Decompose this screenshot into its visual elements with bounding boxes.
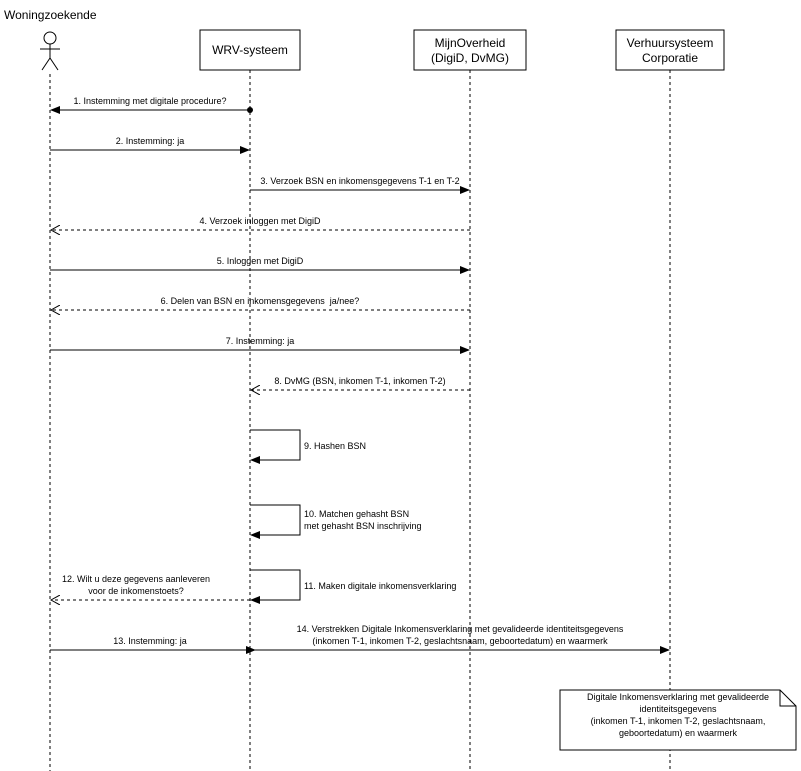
stick-figure-icon bbox=[40, 32, 60, 70]
message-label: 11. Maken digitale inkomensverklaring bbox=[304, 581, 457, 591]
actor-label: Woningzoekende bbox=[4, 8, 97, 22]
note-line-3: (inkomen T-1, inkomen T-2, geslachtsnaam, bbox=[590, 716, 766, 726]
message-label-line-2: (inkomen T-1, inkomen T-2, geslachtsnaam, geboortedatum) en waarmerk bbox=[312, 636, 608, 646]
message-8 bbox=[251, 376, 470, 390]
self-message-arrow bbox=[250, 430, 300, 460]
self-message-arrow bbox=[250, 570, 300, 600]
note-line-1: Digitale Inkomensverklaring met gevalideerde bbox=[586, 692, 770, 702]
message-start-dot bbox=[247, 107, 253, 113]
message-6 bbox=[51, 296, 470, 310]
participant-label-line-2: (DigiD, DvMG) bbox=[431, 51, 509, 65]
participant-label: WRV-systeem bbox=[212, 43, 288, 57]
message-14 bbox=[250, 624, 669, 650]
self-message-arrow bbox=[250, 505, 300, 535]
message-11 bbox=[250, 570, 456, 600]
message-4 bbox=[51, 216, 470, 230]
message-7 bbox=[50, 336, 469, 350]
message-10 bbox=[250, 505, 422, 535]
message-label-line-1: 14. Verstrekken Digitale Inkomensverklaring met gevalideerde identiteitsgegevens bbox=[296, 624, 624, 634]
message-label: 7. Instemming: ja bbox=[225, 336, 295, 346]
message-1 bbox=[51, 96, 253, 113]
message-label: 3. Verzoek BSN en inkomensgegevens T-1 en T-2 bbox=[260, 176, 460, 186]
note-line-2: identiteitsgegevens bbox=[639, 704, 717, 714]
message-label-line-1: 10. Matchen gehasht BSN bbox=[304, 509, 410, 519]
message-12 bbox=[51, 574, 250, 600]
message-3 bbox=[250, 176, 469, 190]
participant-verhuursysteem-corporatie bbox=[616, 30, 724, 771]
message-label: 5. Inloggen met DigiD bbox=[216, 256, 304, 266]
participant-wrv-systeem bbox=[200, 30, 300, 771]
participant-mijnoverheid bbox=[414, 30, 526, 771]
message-label-line-2: met gehasht BSN inschrijving bbox=[304, 521, 422, 531]
message-label: 9. Hashen BSN bbox=[304, 441, 367, 451]
message-label-line-1: 12. Wilt u deze gegevens aanleveren bbox=[61, 574, 211, 584]
message-label: 4. Verzoek inloggen met DigiD bbox=[199, 216, 321, 226]
message-label: 1. Instemming met digitale procedure? bbox=[73, 96, 227, 106]
message-label: 8. DvMG (BSN, inkomen T-1, inkomen T-2) bbox=[274, 376, 446, 386]
note-line-4: geboortedatum) en waarmerk bbox=[618, 728, 738, 738]
message-label: 13. Instemming: ja bbox=[113, 636, 187, 646]
message-2 bbox=[50, 136, 249, 150]
participant-label-line-2: Corporatie bbox=[641, 51, 699, 65]
note bbox=[560, 690, 796, 750]
message-5 bbox=[50, 256, 469, 270]
message-label: 2. Instemming: ja bbox=[115, 136, 185, 146]
message-label: 6. Delen van BSN en inkomensgegevens ja/nee? bbox=[160, 296, 360, 306]
message-label-line-2: voor de inkomenstoets? bbox=[88, 586, 184, 596]
message-9 bbox=[250, 430, 366, 460]
actor-woningzoekende bbox=[4, 8, 97, 771]
participant-label-line-1: MijnOverheid bbox=[434, 36, 506, 50]
participant-label-line-1: Verhuursysteem bbox=[626, 36, 714, 50]
message-13 bbox=[50, 636, 255, 650]
